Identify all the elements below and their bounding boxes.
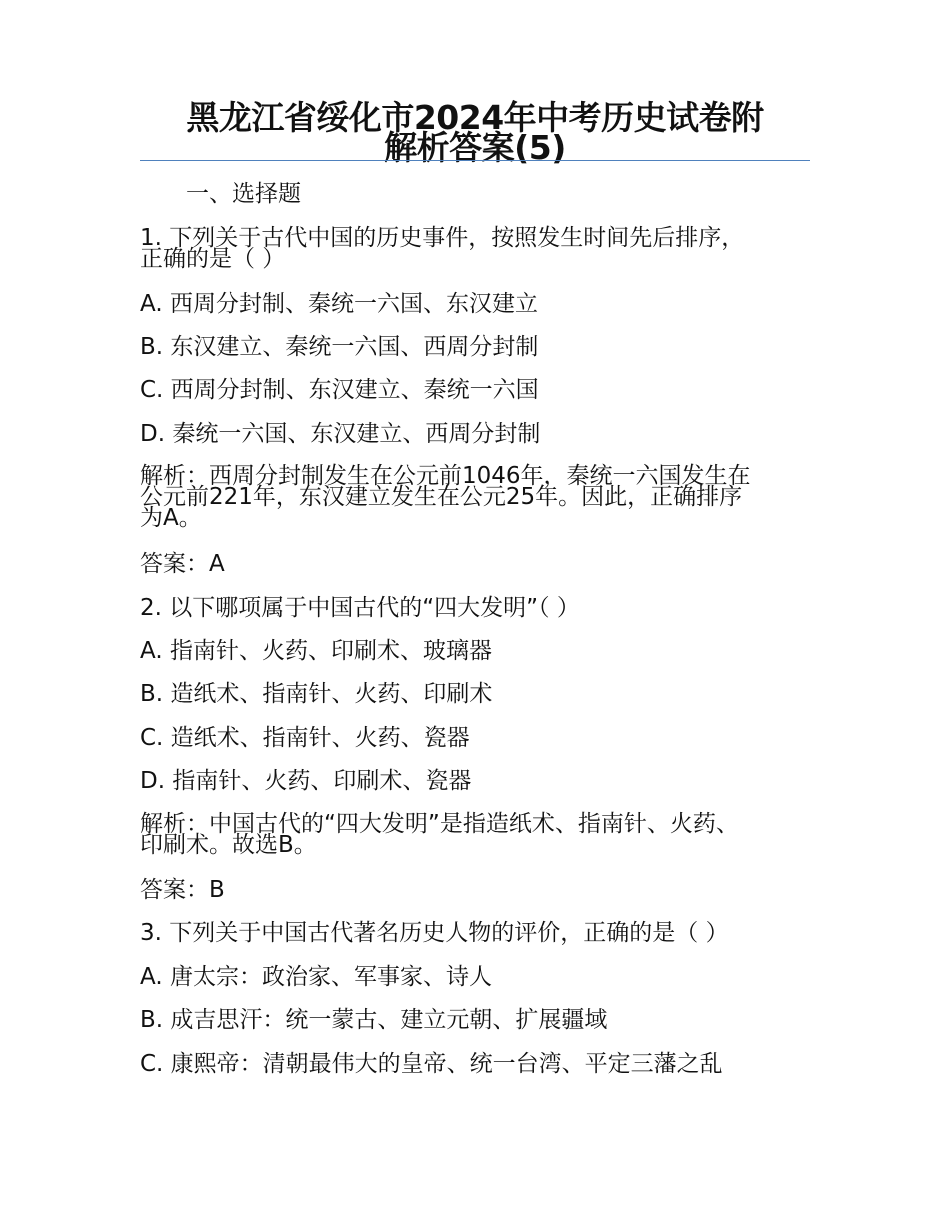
- question-1-stem: [140, 225, 810, 272]
- question-3-option-b: B. 成吉思汗：统一蒙古、建立元朝、扩展疆域: [140, 1007, 608, 1033]
- question-1-stem-line-1: 1. 下列关于古代中国的历史事件，按照发生时间先后排序，: [140, 225, 745, 251]
- title-line-2: 解析答案(5): [384, 128, 566, 167]
- section-heading: 一、选择题: [186, 181, 301, 207]
- question-3-option-c: C. 康熙帝：清朝最伟大的皇帝、统一台湾、平定三藩之乱: [140, 1051, 723, 1077]
- question-2-option-b: B. 造纸术、指南针、火药、印刷术: [140, 681, 493, 707]
- title-underline: [140, 160, 810, 161]
- question-1-analysis-line-1: 解析：西周分封制发生在公元前1046年，秦统一六国发生在: [140, 463, 751, 489]
- question-1-analysis-line-3: 为A。: [140, 505, 202, 531]
- document-title: [140, 98, 810, 167]
- question-2-option-c: C. 造纸术、指南针、火药、瓷器: [140, 725, 470, 751]
- question-1-answer: 答案：A: [140, 551, 225, 577]
- question-2-analysis: [140, 811, 810, 858]
- question-3-stem: 3. 下列关于中国古代著名历史人物的评价，正确的是（ ）: [140, 920, 729, 946]
- question-2-analysis-line-1: 解析：中国古代的“四大发明”是指造纸术、指南针、火药、: [140, 811, 739, 837]
- question-1-analysis: [140, 463, 810, 531]
- question-1-stem-line-2: 正确的是（ ）: [140, 246, 286, 272]
- question-1-analysis-line-2: 公元前221年，东汉建立发生在公元25年。因此，正确排序: [140, 484, 743, 510]
- question-1-option-d: D. 秦统一六国、东汉建立、西周分封制: [140, 421, 541, 447]
- question-2-stem: 2. 以下哪项属于中国古代的“四大发明”（ ）: [140, 595, 580, 621]
- question-3-option-a: A. 唐太宗：政治家、军事家、诗人: [140, 964, 492, 990]
- question-2-analysis-line-2: 印刷术。故选B。: [140, 832, 317, 858]
- question-1-option-c: C. 西周分封制、东汉建立、秦统一六国: [140, 377, 539, 403]
- question-2-option-d: D. 指南针、火药、印刷术、瓷器: [140, 768, 472, 794]
- question-1-option-a: A. 西周分封制、秦统一六国、东汉建立: [140, 291, 538, 317]
- question-2-answer: 答案：B: [140, 877, 225, 903]
- question-1-option-b: B. 东汉建立、秦统一六国、西周分封制: [140, 334, 539, 360]
- question-2-option-a: A. 指南针、火药、印刷术、玻璃器: [140, 638, 492, 664]
- title-line-1: 黑龙江省绥化市2024年中考历史试卷附: [186, 98, 764, 137]
